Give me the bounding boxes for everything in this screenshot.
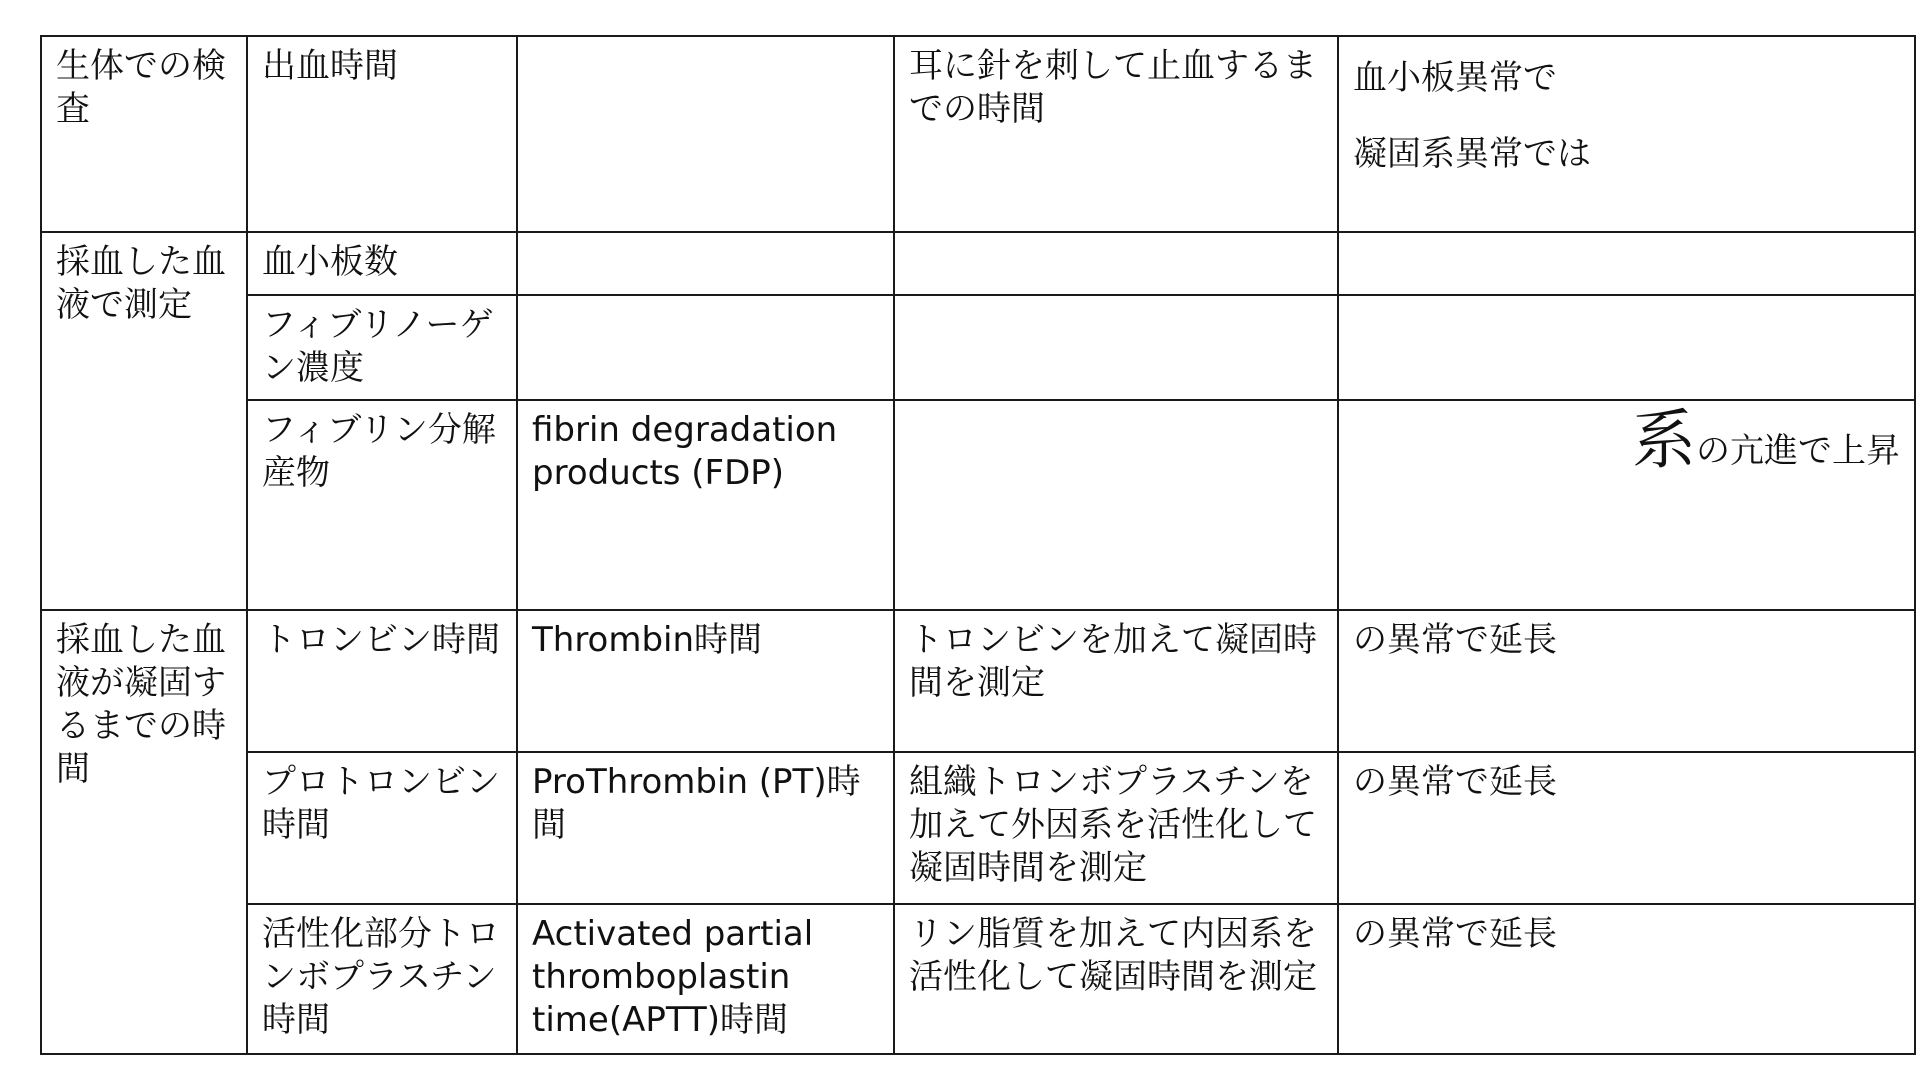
category-cell: 採血した血液が凝固するまでの時間 [41, 610, 247, 1054]
note-cell: の異常で延長 [1338, 904, 1915, 1054]
note-cell [1338, 232, 1915, 295]
table-row [41, 904, 1915, 1054]
note-cell: の異常で延長 [1338, 610, 1915, 752]
english-name-cell: fibrin degradation products (FDP) [517, 400, 894, 610]
test-name-cell: 活性化部分トロンボプラスチン時間 [247, 904, 517, 1054]
method-cell: 耳に針を刺して止血するまでの時間 [894, 36, 1338, 232]
english-name-cell: Activated partial thromboplastin time(APTT)時間 [517, 904, 894, 1054]
english-name-cell [517, 36, 894, 232]
english-name-cell: Thrombin時間 [517, 610, 894, 752]
note-cell: の異常で延長 [1338, 752, 1915, 904]
test-name-cell: フィブリノーゲン濃度 [247, 295, 517, 400]
note-large-glyph: 系 [1632, 404, 1696, 478]
table-row [41, 36, 1915, 232]
category-cell: 生体での検査 [41, 36, 247, 232]
note-cell [1338, 400, 1915, 610]
table-row [41, 752, 1915, 904]
test-name-cell: フィブリン分解産物 [247, 400, 517, 610]
method-cell [894, 295, 1338, 400]
english-name-cell: ProThrombin (PT)時間 [517, 752, 894, 904]
note-cell [1338, 36, 1915, 232]
test-name-cell: 出血時間 [247, 36, 517, 232]
method-cell: トロンビンを加えて凝固時間を測定 [894, 610, 1338, 752]
table-row [41, 400, 1915, 610]
english-name-cell [517, 232, 894, 295]
table-row [41, 295, 1915, 400]
table-row [41, 232, 1915, 295]
note-line-platelet: 血小板異常で [1353, 58, 1557, 98]
method-cell: 組織トロンボプラスチンを加えて外因系を活性化して凝固時間を測定 [894, 752, 1338, 904]
note-cell [1338, 295, 1915, 400]
note-text: の亢進で上昇 [1696, 431, 1900, 471]
method-cell [894, 232, 1338, 295]
test-name-cell: 血小板数 [247, 232, 517, 295]
coagulation-test-table [40, 35, 1916, 1055]
method-cell: リン脂質を加えて内因系を活性化して凝固時間を測定 [894, 904, 1338, 1054]
note-line-coagulation: 凝固系異常では [1353, 134, 1591, 174]
category-cell: 採血した血液で測定 [41, 232, 247, 610]
test-name-cell: プロトロンビン時間 [247, 752, 517, 904]
test-name-cell: トロンビン時間 [247, 610, 517, 752]
method-cell [894, 400, 1338, 610]
english-name-cell [517, 295, 894, 400]
table-row [41, 610, 1915, 752]
